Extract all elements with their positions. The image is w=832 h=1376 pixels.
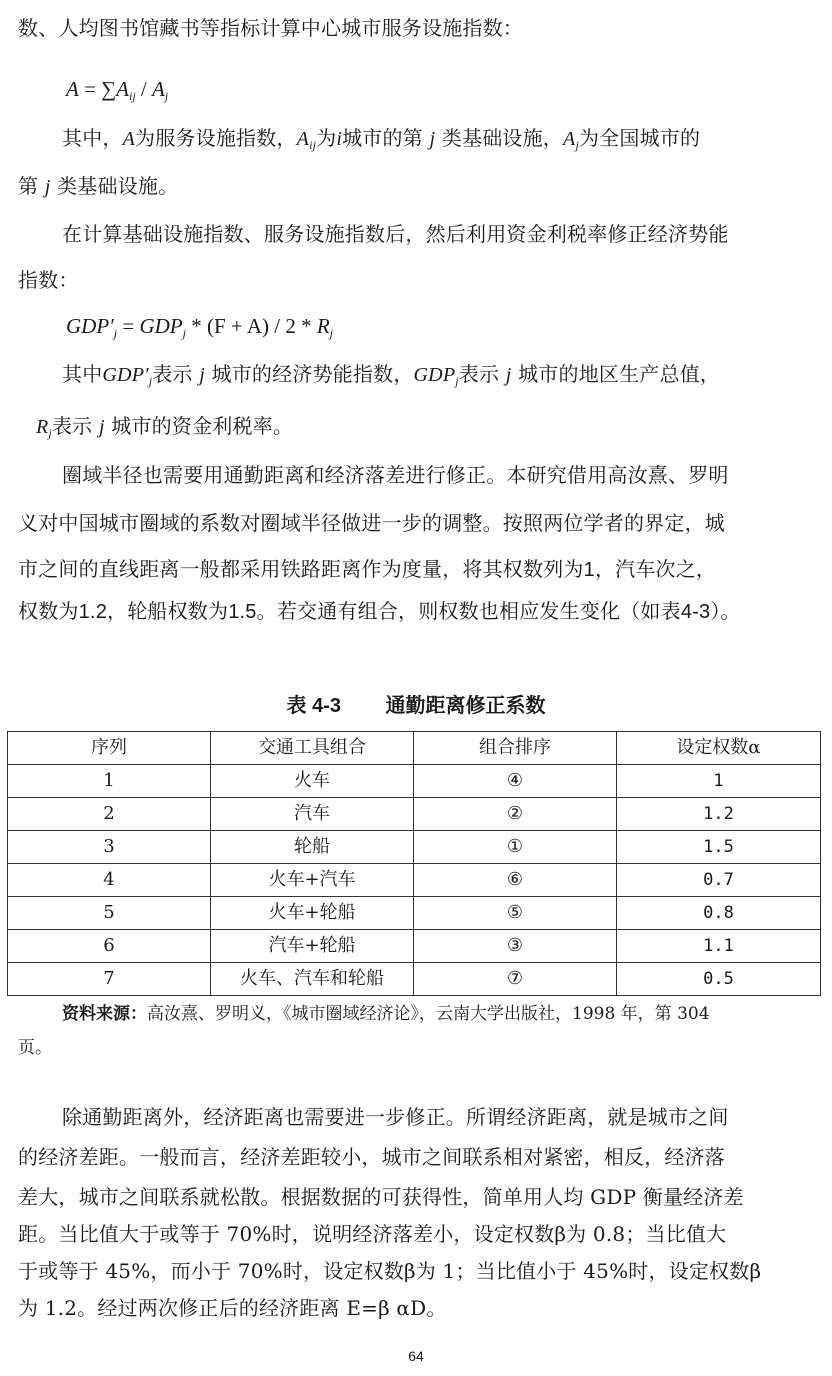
table-cell: 5 xyxy=(8,897,211,930)
table-cell: ① xyxy=(414,831,617,864)
commute-correction-table xyxy=(7,731,821,996)
table-cell: 火车、汽车和轮船 xyxy=(211,963,414,996)
paragraph-line: 为 1.2。经过两次修正后的经济距离 E=β αD。 xyxy=(18,1296,447,1320)
paragraph-line: 除通勤距离外，经济距离也需要进一步修正。所谓经济距离，就是城市之间 xyxy=(62,1105,729,1129)
source-label: 资料来源： xyxy=(62,1004,147,1023)
table-cell: 1 xyxy=(617,765,821,798)
table-cell: ⑤ xyxy=(414,897,617,930)
table-source-note-cont: 页。 xyxy=(18,1038,52,1058)
table-row xyxy=(8,930,821,963)
table-cell: 汽车 xyxy=(211,798,414,831)
paragraph-line: 圈域半径也需要用通勤距离和经济落差进行修正。本研究借用高汝熹、罗明 xyxy=(62,463,729,487)
table-cell: ⑥ xyxy=(414,864,617,897)
table-cell: 火车+轮船 xyxy=(211,897,414,930)
table-cell: ④ xyxy=(414,765,617,798)
column-header: 序列 xyxy=(8,732,211,765)
table-cell: 火车 xyxy=(211,765,414,798)
table-cell: 7 xyxy=(8,963,211,996)
paragraph-line: 权数为1.2，轮船权数为1.5。若交通有组合，则权数也相应发生变化（如表4-3）。 xyxy=(18,599,741,623)
table-cell: 3 xyxy=(8,831,211,864)
paragraph-line: 的经济差距。一般而言，经济差距较小，城市之间联系相对紧密，相反，经济落 xyxy=(18,1145,725,1169)
table-header-row xyxy=(8,732,821,765)
table-cell: 6 xyxy=(8,930,211,963)
table-cell: 1.2 xyxy=(617,798,821,831)
table-cell: ⑦ xyxy=(414,963,617,996)
table-row xyxy=(8,831,821,864)
column-header: 设定权数α xyxy=(617,732,821,765)
table-cell: ② xyxy=(414,798,617,831)
table-cell: 0.7 xyxy=(617,864,821,897)
table-cell: ③ xyxy=(414,930,617,963)
table-cell: 0.5 xyxy=(617,963,821,996)
paragraph-line: 距。当比值大于或等于 70%时，说明经济落差小，设定权数β为 0.8；当比值大 xyxy=(18,1222,727,1246)
paragraph-line: 指数： xyxy=(18,268,79,292)
table-cell: 火车+汽车 xyxy=(211,864,414,897)
paragraph-line: 其中$GDP'_j$表示 j 城市的经济势能指数，$GDP_j$表示 j 城市的地区生产总值， xyxy=(62,362,721,388)
table-row xyxy=(8,798,821,831)
paragraph-line: 第 j 类基础设施。 xyxy=(18,174,179,198)
paragraph-line: 其中，A为服务设施指数，$A_{ij}$为i城市的第 j 类基础设施，$A_j$为全国城市的 xyxy=(62,126,701,152)
formula-economic-potential: $GDP'_j = GDP_j * (F + A) / 2 * R_j$ xyxy=(66,314,333,340)
table-title: 表 4-3 通勤距离修正系数 xyxy=(286,695,546,717)
table-row xyxy=(8,963,821,996)
paragraph-line: 市之间的直线距离一般都采用铁路距离作为度量，将其权数列为1，汽车次之， xyxy=(18,557,717,581)
column-header: 组合排序 xyxy=(414,732,617,765)
page-number: 64 xyxy=(408,1348,424,1364)
paragraph-line: 在计算基础设施指数、服务设施指数后，然后利用资金利税率修正经济势能 xyxy=(62,222,729,246)
table-row xyxy=(8,864,821,897)
table-cell: 2 xyxy=(8,798,211,831)
table-cell: 1.1 xyxy=(617,930,821,963)
table-row xyxy=(8,897,821,930)
paragraph-line: 差大，城市之间联系就松散。根据数据的可获得性，简单用人均 GDP 衡量经济差 xyxy=(18,1185,744,1209)
paragraph-line: 数、人均图书馆藏书等指标计算中心城市服务设施指数： xyxy=(18,16,523,40)
formula-service-index: $A = \sum A_{ij} / A_j$ xyxy=(66,77,169,103)
paragraph-line: 义对中国城市圈域的系数对圈域半径做进一步的调整。按照两位学者的界定，城 xyxy=(18,511,725,535)
table-cell: 汽车+轮船 xyxy=(211,930,414,963)
paragraph-line: 于或等于 45%，而小于 70%时，设定权数β为 1；当比值小于 45%时，设定权数β xyxy=(18,1259,762,1283)
table-cell: 1 xyxy=(8,765,211,798)
table-source-note: 资料来源：高汝熹、罗明义，《城市圈域经济论》，云南大学出版社，1998 年，第 304 xyxy=(62,1004,710,1024)
paragraph-line: $R_j$表示 j 城市的资金利税率。 xyxy=(36,414,294,440)
table-cell: 4 xyxy=(8,864,211,897)
table-row xyxy=(8,765,821,798)
column-header: 交通工具组合 xyxy=(211,732,414,765)
table-cell: 0.8 xyxy=(617,897,821,930)
table-cell: 轮船 xyxy=(211,831,414,864)
table-cell: 1.5 xyxy=(617,831,821,864)
